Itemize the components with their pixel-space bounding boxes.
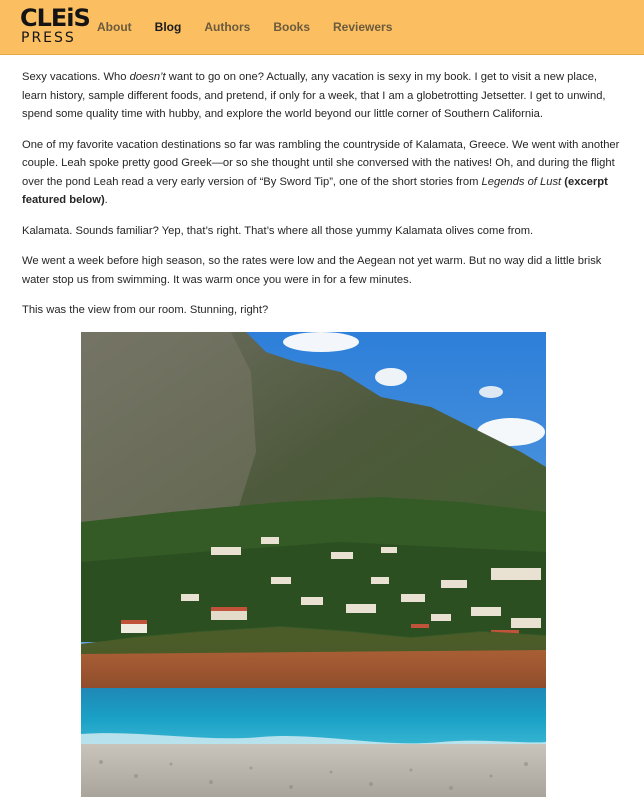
p1-text-c: want to go on one? Actually, any vacation is sexy in my book. I get to visit a new place, learn history, sample different foods, and pretend, if only for a week, that I am a globetrotting Jetsetter. I get to unwind, spend some quality time with hubby, and explore the world beyond our little corner of Southern California. [22,71,606,120]
nav-about[interactable]: About [97,20,132,34]
cloud-2 [375,368,407,386]
hillside-trees [81,542,546,642]
kalamata-view-photo [81,332,546,797]
nav-books[interactable]: Books [273,20,311,34]
paragraph-3: Kalamata. Sounds familiar? Yep, that’s right. That’s where all those yummy Kalamata olives come from. [22,224,534,237]
site-header [0,0,644,55]
paragraph-1 [22,68,622,124]
p2-book-title: Legends of Lust [481,175,562,188]
cloud-4 [479,386,503,398]
logo-text-top: CLEiS [20,4,90,32]
nav-blog[interactable]: Blog [154,20,182,34]
main-nav [97,19,415,35]
logo-text-bottom: PRESS [21,30,76,46]
p2-excerpt-note: (excerpt featured below) [22,175,608,206]
p1-text-a: Sexy vacations. Who [22,71,130,83]
nav-reviewers[interactable]: Reviewers [333,20,393,34]
nav-authors[interactable]: Authors [204,20,251,34]
paragraph-2 [22,136,622,210]
paragraph-4: We went a week before high season, so the rates were low and the Aegean not yet warm. But no way did a little brisk water stop us from swimming. It was warm once you were in for a few minutes. [22,255,602,286]
cloud-1 [283,332,359,352]
blog-post-body [22,68,622,332]
pebble-beach [81,744,546,797]
p2-text-d: . [104,194,108,206]
paragraph-5: This was the view from our room. Stunning, right? [22,304,269,316]
p1-emphasis: doesn’t [129,71,166,83]
cleis-press-logo[interactable] [20,4,90,48]
p2-text-a: One of my favorite vacation destinations so far was rambling the countryside of Kalamata, Greece. We went with another couple. Leah spoke pretty good Greek—or so she thought until she conversed with the natives! Oh, and during the flight over the pond Leah read a very early version of “By Sword Tip”, one of the short stories from [22,138,620,188]
